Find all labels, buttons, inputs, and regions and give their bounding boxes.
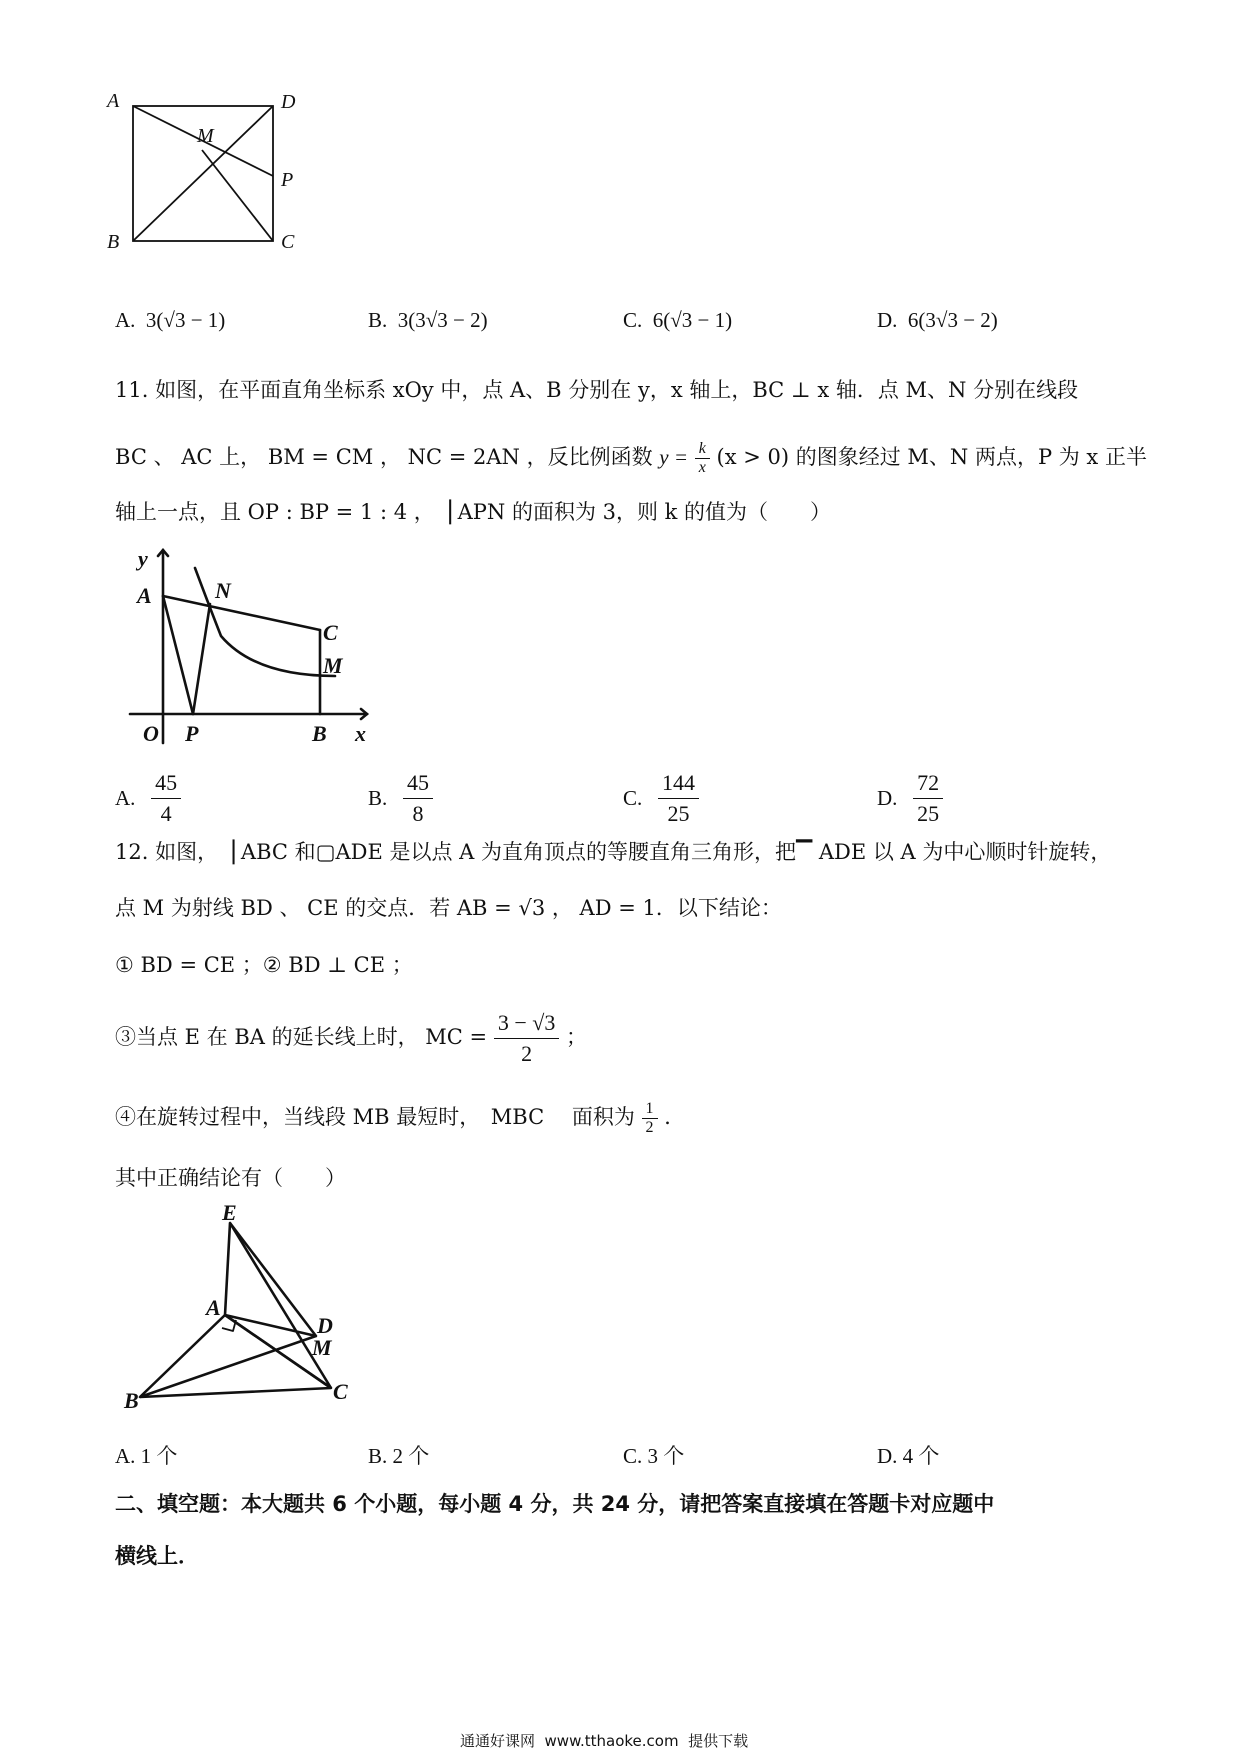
label-C: C [333, 1379, 348, 1404]
label-D: D [281, 92, 296, 113]
label-M: M [197, 125, 214, 147]
label-B: B [107, 231, 120, 253]
q12-line-2: 点 M 为射线 BD 、 CE 的交点．若 AB = √3 ， AD = 1．以下结论： [115, 896, 782, 920]
q11-option-a: A. $\frac{45}{4}$ [115, 768, 181, 829]
q12-line-6: 其中正确结论有（ ） [115, 1166, 346, 1190]
q10-option-d: D. 6(3√3 − 2) [877, 308, 998, 332]
label-N: N [215, 578, 231, 603]
label-x: x [355, 721, 366, 746]
section-heading-line-1: 二、填空题：本大题共 6 个小题，每小题 4 分，共 24 分，请把答案直接填在答题卡对应题中 [115, 1492, 995, 1516]
q10-option-b: B. 3(3√3 − 2) [368, 308, 488, 332]
q12-option-c: C. 3 个 [623, 1444, 685, 1468]
q11-line-3: 轴上一点，且 OP : BP = 1 : 4 ，▕ APN 的面积为 3，则 k 的值为（ ） [115, 500, 832, 524]
q12-line-1: 12. 如图，▕ ABC 和▢ADE 是以点 A 为直角顶点的等腰直角三角形，把▔ ADE 以 A 为中心顺时针旋转， [115, 840, 1112, 864]
q12-line-4: ③当点 E 在 BA 的延长线上时， MC = $\frac{3 - √3}{2}$ ； [115, 1008, 587, 1069]
label-O: O [143, 721, 159, 746]
q12-line-3: ① BD = CE ；② BD ⊥ CE ； [115, 953, 413, 977]
q11-line-1: 11. 如图，在平面直角坐标系 xOy 中，点 A、B 分别在 y，x 轴上，BC ⊥ x 轴．点 M、N 分别在线段 [115, 378, 1079, 402]
fraction-mc: $\frac{3 - √3}{2}$ [494, 1008, 559, 1069]
q11-option-d: D. $\frac{72}{25}$ [877, 768, 943, 829]
q11-option-c: C. $\frac{144}{25}$ [623, 768, 699, 829]
label-P: P [281, 169, 294, 191]
figure-coordinate [125, 548, 375, 748]
label-P: P [185, 721, 199, 746]
q12-option-b: B. 2 个 [368, 1444, 430, 1468]
figure-square [105, 92, 325, 277]
section-heading-line-2: 横线上． [115, 1544, 199, 1568]
q12-line-5: ④在旋转过程中，当线段 MB 最短时， MBC 面积为 $\frac{1}{2}$ ． [115, 1100, 686, 1136]
fraction-k-over-x: $\frac{k}{x}$ [695, 440, 710, 477]
label-C: C [281, 231, 295, 253]
label-M: M [312, 1335, 332, 1360]
q10-option-a: A. 3(√3 − 1) [115, 308, 226, 332]
q11-line-2: BC 、 AC 上， BM = CM ， NC = 2AN ，反比例函数 y = $\frac{k}{x}$ (x > 0) 的图象经过 M、N 两点，P 为 x 正半 [115, 440, 1147, 476]
q12-option-d: D. 4 个 [877, 1444, 940, 1468]
fraction-half: $\frac{1}{2}$ [642, 1100, 658, 1137]
label-E: E [222, 1203, 237, 1225]
label-M: M [323, 653, 343, 678]
label-A: A [137, 583, 152, 608]
page-footer: 通通好课网 www.tthaoke.com 提供下载 [460, 1732, 749, 1750]
q11-option-b: B. $\frac{45}{8}$ [368, 768, 433, 829]
label-y: y [138, 548, 148, 571]
label-B: B [124, 1388, 139, 1413]
label-B: B [312, 721, 327, 746]
label-D: D [317, 1313, 333, 1338]
q10-option-c: C. 6(√3 − 1) [623, 308, 733, 332]
label-A: A [107, 92, 120, 112]
q12-option-a: A. 1 个 [115, 1444, 178, 1468]
figure-triangles [120, 1203, 360, 1413]
label-C: C [323, 620, 338, 645]
label-A: A [206, 1295, 221, 1320]
